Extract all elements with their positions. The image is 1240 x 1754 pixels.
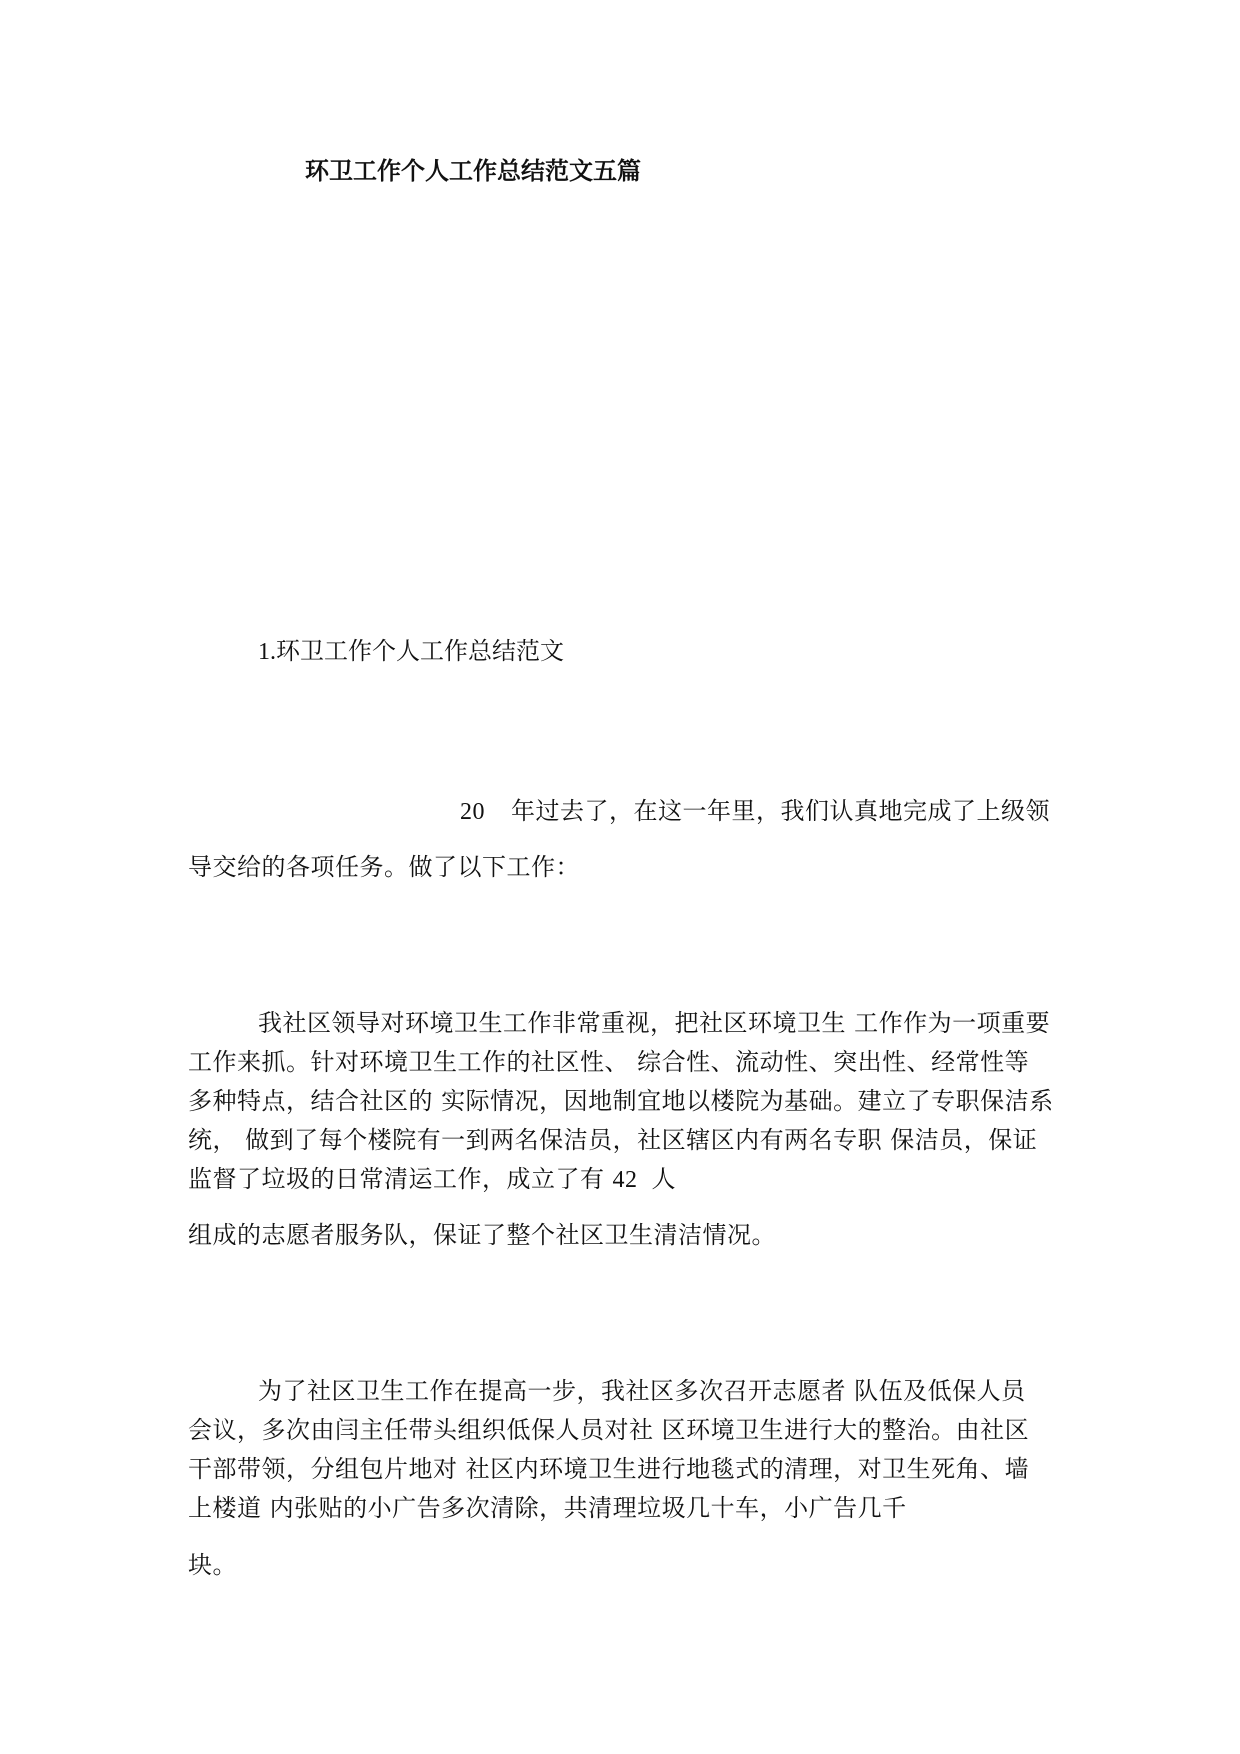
- intro-line-1-text: 年过去了，在这一年里，我们认真地完成了上级领: [511, 797, 1050, 825]
- para1-last-line: 组成的志愿者服务队，保证了整个社区卫生清洁情况。: [188, 1221, 776, 1249]
- intro-line-2: 导交给的各项任务。做了以下工作：: [188, 853, 580, 881]
- document-title: 环卫工作个人工作总结范文五篇: [305, 157, 641, 185]
- section-heading: [258, 636, 564, 667]
- para2-line-4: 上楼道 内张贴的小广告多次清除，共清理垃圾几十车，小广告几千: [188, 1494, 907, 1522]
- intro-year: 20: [460, 799, 485, 825]
- para1-line-2: 工作来抓。针对环境卫生工作的社区性、 综合性、流动性、突出性、经常性等: [188, 1048, 1030, 1076]
- para2-line-3: 干部带领，分组包片地对 社区内环境卫生进行地毯式的清理，对卫生死角、墙: [188, 1455, 1030, 1483]
- para2-line-1: 为了社区卫生工作在提高一步，我社区多次召开志愿者 队伍及低保人员: [258, 1377, 1026, 1405]
- intro-line-1: [460, 796, 1050, 827]
- para1-line-1: 我社区领导对环境卫生工作非常重视，把社区环境卫生 工作作为一项重要: [258, 1009, 1051, 1037]
- section-heading-text: 环卫工作个人工作总结范文: [276, 637, 564, 665]
- para2-last-line: 块。: [188, 1551, 237, 1579]
- section-number: 1.: [258, 639, 276, 665]
- volunteer-count-unit: 人: [651, 1165, 676, 1193]
- para2-line-2: 会议，多次由闫主任带头组织低保人员对社 区环境卫生进行大的整治。由社区: [188, 1416, 1030, 1444]
- volunteer-count: 42: [612, 1167, 638, 1193]
- para1-line-5-text: 监督了垃圾的日常清运工作，成立了有: [188, 1165, 605, 1193]
- para1-line-5: [188, 1164, 676, 1195]
- para1-line-3: 多种特点，结合社区的 实际情况，因地制宜地以楼院为基础。建立了专职保洁系: [188, 1087, 1054, 1115]
- para1-line-4: 统， 做到了每个楼院有一到两名保洁员，社区辖区内有两名专职 保洁员，保证: [188, 1126, 1038, 1154]
